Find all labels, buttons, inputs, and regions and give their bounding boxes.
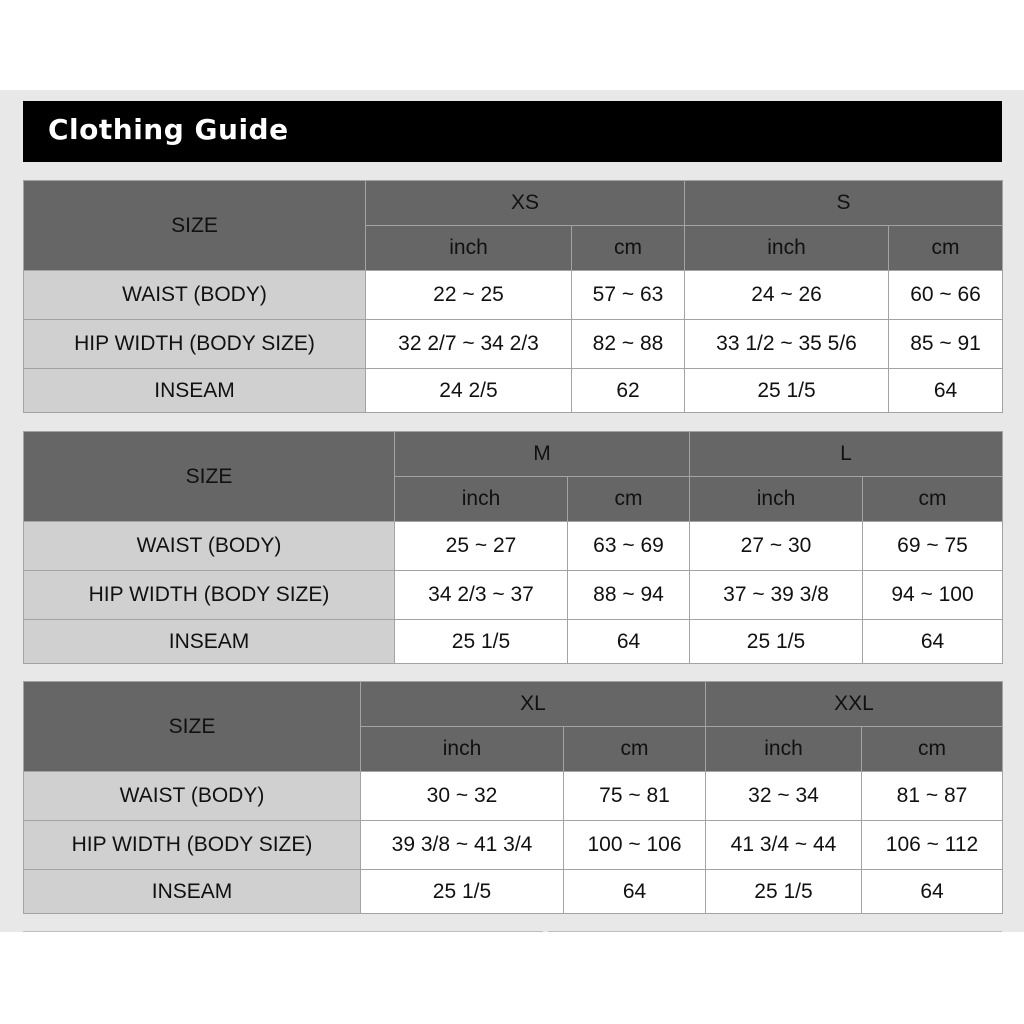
table-cell: 33 1/2 ~ 35 5/6 — [685, 320, 889, 369]
table-cell: 106 ~ 112 — [862, 821, 1003, 870]
size-header: SIZE — [24, 682, 361, 772]
table-row — [24, 772, 1003, 821]
table-cell: 34 2/3 ~ 37 — [395, 571, 568, 620]
size-header: SIZE — [24, 181, 366, 271]
table-row — [24, 369, 1003, 413]
table-cell: 41 3/4 ~ 44 — [706, 821, 862, 870]
size-xs-header: XS — [366, 181, 685, 226]
size-s-header: S — [685, 181, 1003, 226]
table-cell: 24 2/5 — [366, 369, 572, 413]
unit-inch-header: inch — [706, 727, 862, 772]
unit-inch-header: inch — [685, 226, 889, 271]
table-row — [24, 271, 1003, 320]
table-cell: 64 — [889, 369, 1003, 413]
table-cell: 63 ~ 69 — [568, 522, 690, 571]
row-label-hip-width: HIP WIDTH (BODY SIZE) — [24, 320, 366, 369]
divider — [548, 931, 1002, 932]
row-label-inseam: INSEAM — [24, 620, 395, 664]
table-cell: 64 — [568, 620, 690, 664]
table-row — [24, 821, 1003, 870]
table-cell: 25 ~ 27 — [395, 522, 568, 571]
unit-cm-header: cm — [889, 226, 1003, 271]
unit-inch-header: inch — [690, 477, 863, 522]
table-cell: 57 ~ 63 — [572, 271, 685, 320]
table-cell: 25 1/5 — [706, 870, 862, 914]
table-cell: 69 ~ 75 — [863, 522, 1003, 571]
size-header: SIZE — [24, 432, 395, 522]
unit-cm-header: cm — [863, 477, 1003, 522]
table-cell: 60 ~ 66 — [889, 271, 1003, 320]
size-table-xs-s — [23, 180, 1003, 413]
unit-cm-header: cm — [568, 477, 690, 522]
size-xl-header: XL — [361, 682, 706, 727]
table-cell: 88 ~ 94 — [568, 571, 690, 620]
size-table-m-l — [23, 431, 1003, 664]
row-label-waist: WAIST (BODY) — [24, 522, 395, 571]
unit-cm-header: cm — [572, 226, 685, 271]
table-cell: 30 ~ 32 — [361, 772, 564, 821]
table-cell: 82 ~ 88 — [572, 320, 685, 369]
row-label-waist: WAIST (BODY) — [24, 772, 361, 821]
row-label-waist: WAIST (BODY) — [24, 271, 366, 320]
row-label-inseam: INSEAM — [24, 369, 366, 413]
table-cell: 62 — [572, 369, 685, 413]
unit-inch-header: inch — [366, 226, 572, 271]
table-row — [24, 320, 1003, 369]
table-cell: 64 — [564, 870, 706, 914]
table-cell: 94 ~ 100 — [863, 571, 1003, 620]
table-cell: 37 ~ 39 3/8 — [690, 571, 863, 620]
divider — [23, 931, 543, 932]
unit-inch-header: inch — [395, 477, 568, 522]
table-cell: 24 ~ 26 — [685, 271, 889, 320]
table-row — [24, 571, 1003, 620]
title-bar — [23, 101, 1002, 162]
table-cell: 64 — [862, 870, 1003, 914]
table-cell: 25 1/5 — [685, 369, 889, 413]
table-row — [24, 870, 1003, 914]
table-cell: 32 2/7 ~ 34 2/3 — [366, 320, 572, 369]
row-label-inseam: INSEAM — [24, 870, 361, 914]
size-l-header: L — [690, 432, 1003, 477]
table-cell: 81 ~ 87 — [862, 772, 1003, 821]
table-cell: 22 ~ 25 — [366, 271, 572, 320]
unit-cm-header: cm — [862, 727, 1003, 772]
size-table-xl-xxl — [23, 681, 1003, 914]
table-row — [24, 522, 1003, 571]
size-xxl-header: XXL — [706, 682, 1003, 727]
table-cell: 85 ~ 91 — [889, 320, 1003, 369]
table-cell: 25 1/5 — [361, 870, 564, 914]
table-cell: 27 ~ 30 — [690, 522, 863, 571]
row-label-hip-width: HIP WIDTH (BODY SIZE) — [24, 821, 361, 870]
table-cell: 39 3/8 ~ 41 3/4 — [361, 821, 564, 870]
table-cell: 32 ~ 34 — [706, 772, 862, 821]
table-cell: 100 ~ 106 — [564, 821, 706, 870]
table-cell: 75 ~ 81 — [564, 772, 706, 821]
table-cell: 25 1/5 — [690, 620, 863, 664]
page-title: Clothing Guide — [48, 113, 289, 146]
size-m-header: M — [395, 432, 690, 477]
row-label-hip-width: HIP WIDTH (BODY SIZE) — [24, 571, 395, 620]
table-cell: 64 — [863, 620, 1003, 664]
unit-inch-header: inch — [361, 727, 564, 772]
unit-cm-header: cm — [564, 727, 706, 772]
table-row — [24, 620, 1003, 664]
table-cell: 25 1/5 — [395, 620, 568, 664]
